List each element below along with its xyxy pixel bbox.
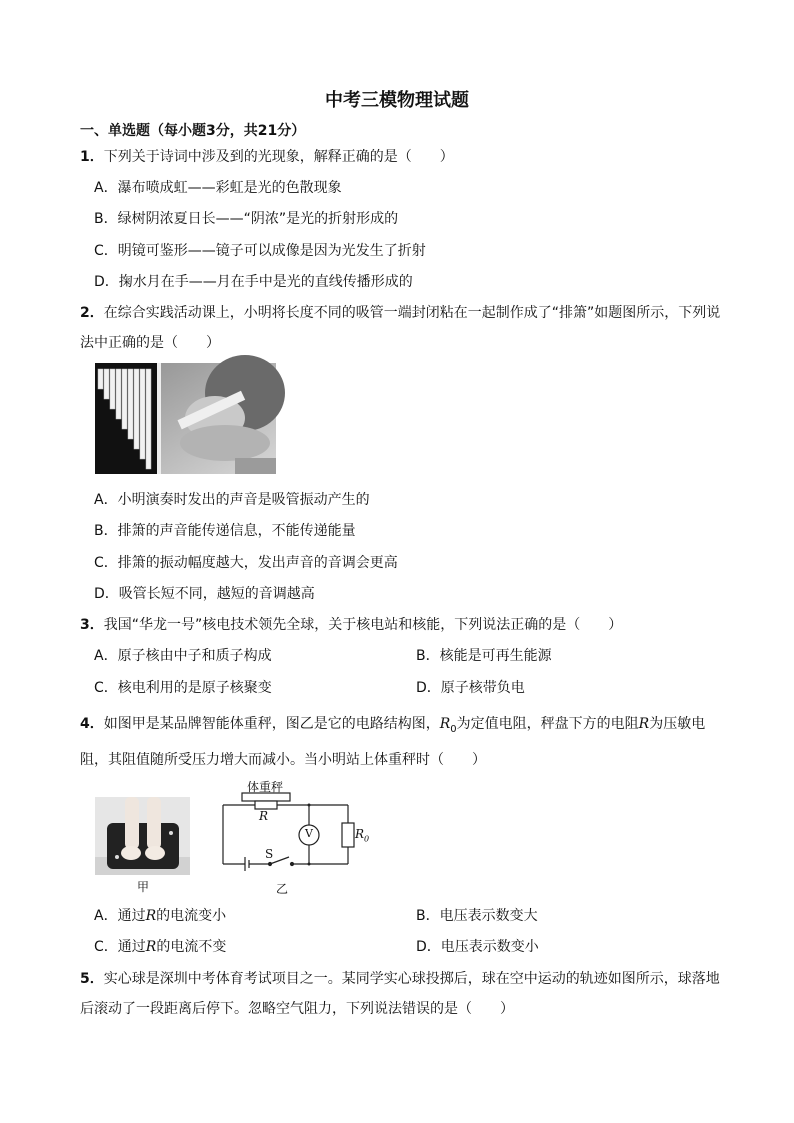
page-title: 中考三模物理试题: [325, 90, 469, 111]
q3-option-b: B．核能是可再生能源: [416, 648, 552, 664]
label-scale: 体重秤: [247, 780, 284, 794]
q3-option-d: D．原子核带负电: [416, 680, 525, 696]
question-number: 5．: [80, 971, 104, 987]
question-1: [80, 146, 454, 166]
circuit-diagram: [215, 777, 370, 877]
question-number: 1．: [80, 149, 104, 165]
q1-option-b: B．绿树阴浓夏日长——“阴浓”是光的折射形成的: [94, 211, 399, 227]
label-r0: $R_0$: [355, 827, 370, 844]
figure-caption-yi: 乙: [276, 882, 289, 896]
question-4-line2: 阻，其阻值随所受压力增大而减小。当小明站上体重秤时（ ）: [80, 752, 486, 768]
q2-option-d: D．吸管长短不同，越短的音调越高: [94, 586, 315, 602]
question-4-line1: [80, 713, 705, 735]
panpipe-photo: [95, 363, 276, 474]
label-voltmeter: V: [305, 827, 313, 840]
question-3: [80, 614, 622, 634]
question-stem: 下列关于诗词中涉及到的光现象，解释正确的是（ ）: [103, 149, 454, 165]
question-number: 4．: [80, 716, 104, 732]
q4-option-a: A．通过R的电流变小: [94, 908, 227, 924]
q4-option-b: B．电压表示数变大: [416, 908, 538, 924]
variable-r0-sub: 0: [450, 723, 457, 735]
q3-option-c: C．核电利用的是原子核聚变: [94, 680, 272, 696]
question-stem: 为压敏电: [649, 716, 706, 732]
scale-photo: [95, 797, 190, 875]
q2-option-a: A．小明演奏时发出的声音是吸管振动产生的: [94, 492, 370, 508]
q1-option-d: D．掬水月在手——月在手中是光的直线传播形成的: [94, 274, 413, 290]
variable-r: R: [638, 716, 650, 732]
q2-option-b: B．排箫的声音能传递信息，不能传递能量: [94, 523, 356, 539]
question-5-line2: 后滚动了一段距离后停下。忽略空气阻力，下列说法错误的是（ ）: [80, 1001, 514, 1017]
question-stem: 我国“华龙一号”核电技术领先全球，关于核电站和核能，下列说法正确的是（ ）: [103, 617, 623, 633]
q1-option-c: C．明镜可鉴形——镜子可以成像是因为光发生了折射: [94, 243, 426, 259]
question-stem: 如图甲是某品牌智能体重秤，图乙是它的电路结构图，: [103, 716, 440, 732]
question-2-line2: 法中正确的是（ ）: [80, 335, 220, 351]
q1-option-a: A．瀑布喷成虹——彩虹是光的色散现象: [94, 180, 342, 196]
question-stem: 实心球是深圳中考体育考试项目之一。某同学实心球投掷后，球在空中运动的轨迹如图所示，球落地: [103, 971, 720, 987]
question-stem: 为定值电阻，秤盘下方的电阻: [456, 716, 639, 732]
question-number: 3．: [80, 617, 104, 633]
section-heading: 一、单选题（每小题3分，共21分）: [80, 123, 306, 139]
q3-option-a: A．原子核由中子和质子构成: [94, 648, 272, 664]
q2-option-c: C．排箫的振动幅度越大，发出声音的音调会更高: [94, 555, 398, 571]
question-5-line1: [80, 968, 720, 988]
variable-r0: R: [439, 716, 451, 732]
question-2-line1: [80, 302, 720, 322]
q4-option-c: C．通过R的电流不变: [94, 939, 227, 955]
figure-caption-jia: 甲: [137, 880, 150, 894]
q4-option-d: D．电压表示数变小: [416, 939, 539, 955]
label-switch: S: [265, 847, 274, 861]
label-r: R: [259, 809, 269, 823]
question-number: 2．: [80, 305, 104, 321]
question-stem: 在综合实践活动课上，小明将长度不同的吸管一端封闭粘在一起制作成了“排箫”如题图所示，下列说: [103, 305, 721, 321]
